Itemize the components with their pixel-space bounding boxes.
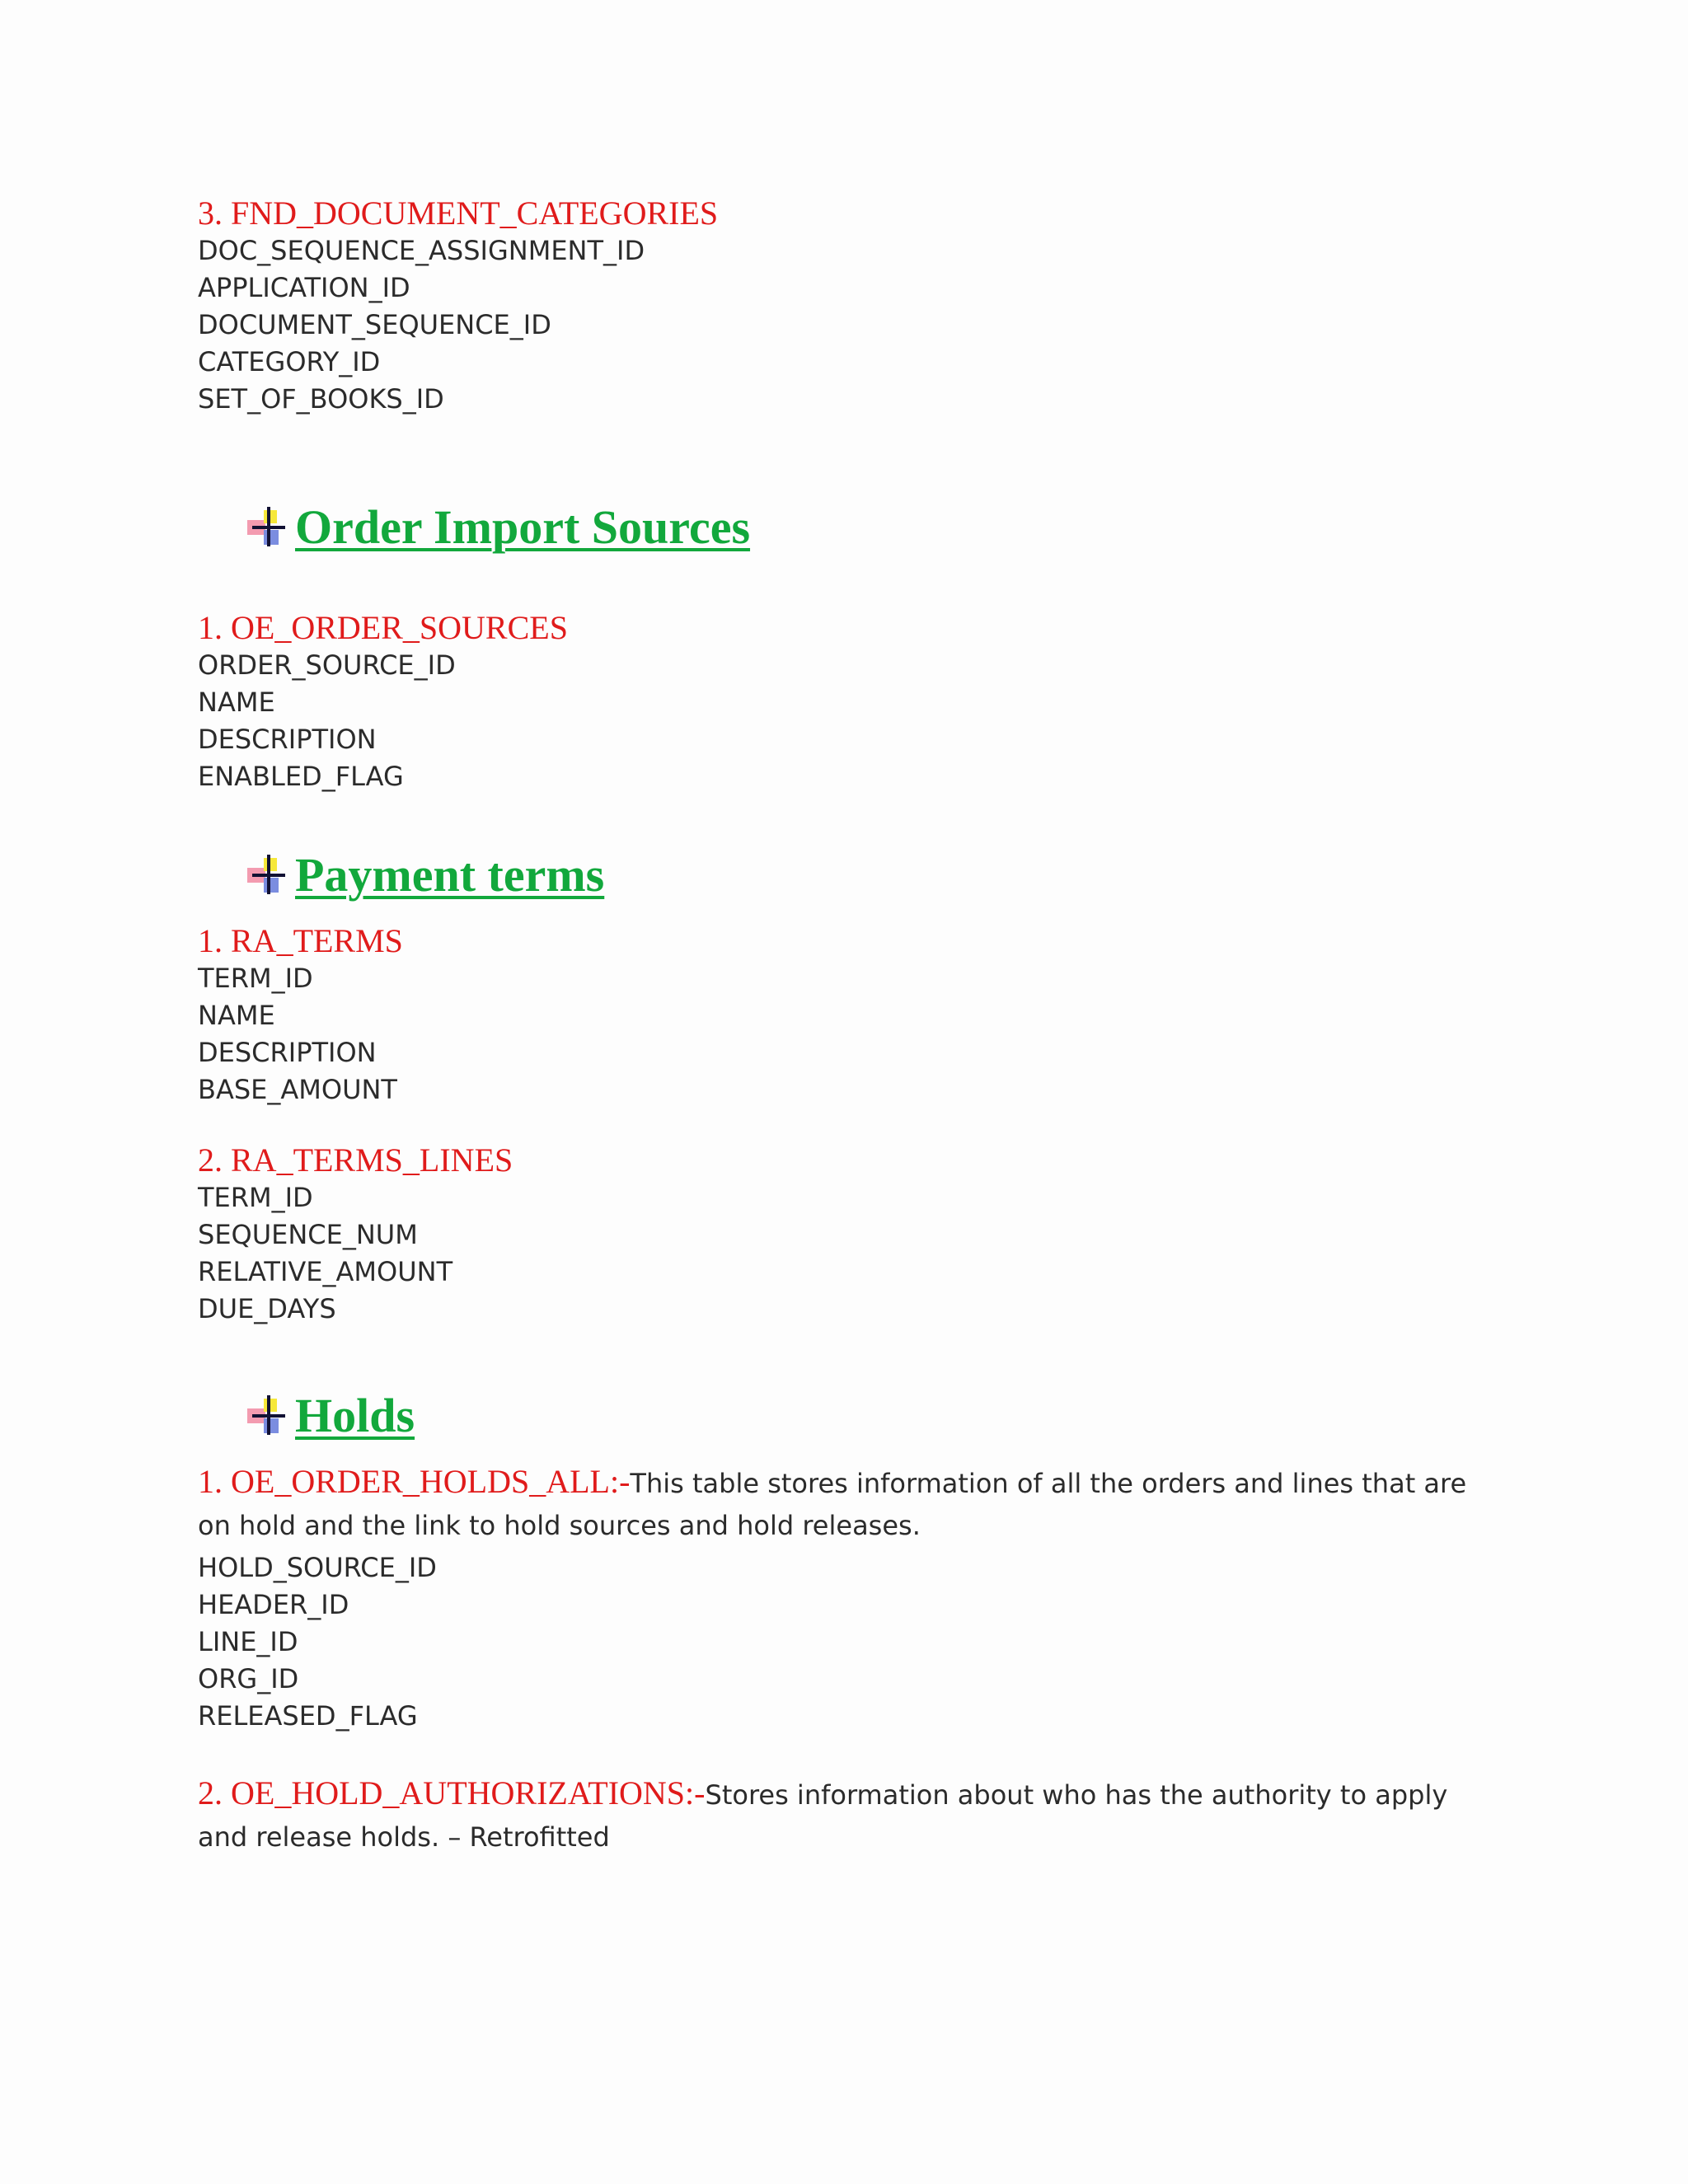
- section-heading-text: Payment terms: [295, 848, 605, 902]
- table-block-oe-order-holds-all: [198, 1463, 1484, 1735]
- field-name: APPLICATION_ID: [198, 272, 410, 303]
- table-block-fnd-document-categories: [198, 194, 1484, 418]
- section-heading-text: Holds: [295, 1389, 415, 1442]
- section-heading-payment-terms: [246, 846, 1484, 904]
- cross-bullet-icon: [246, 853, 290, 898]
- page-content: [198, 194, 1484, 1861]
- field-name: NAME: [198, 687, 275, 718]
- table-block-oe-hold-authorizations: [198, 1774, 1484, 1861]
- table-title: 1. OE_ORDER_HOLDS_ALL:-: [198, 1463, 631, 1500]
- section-heading-order-import-sources: [246, 499, 1484, 556]
- table-title: 2. OE_HOLD_AUTHORIZATIONS:-: [198, 1774, 706, 1811]
- cross-bullet-icon: [246, 1394, 290, 1438]
- field-name: TERM_ID: [198, 1182, 313, 1213]
- field-name: NAME: [198, 1000, 275, 1031]
- section-heading-holds: [246, 1387, 1484, 1445]
- table-description: This table stores information of all the orders and lines that are on hold and the link to hold sources and hold releases.: [198, 1468, 1467, 1541]
- field-name: SET_OF_BOOKS_ID: [198, 383, 444, 415]
- table-description-paragraph: [198, 1463, 1484, 1549]
- table-block-oe-order-sources: [198, 609, 1484, 795]
- field-name: DESCRIPTION: [198, 724, 377, 755]
- field-name: ORG_ID: [198, 1663, 299, 1694]
- table-description-paragraph: [198, 1774, 1484, 1861]
- field-name: RELATIVE_AMOUNT: [198, 1256, 453, 1287]
- field-name: SEQUENCE_NUM: [198, 1219, 418, 1250]
- table-block-ra-terms: [198, 922, 1484, 1108]
- field-name: HOLD_SOURCE_ID: [198, 1552, 437, 1583]
- cross-bullet-icon: [246, 505, 290, 550]
- field-name: RELEASED_FLAG: [198, 1700, 418, 1732]
- table-title: 3. FND_DOCUMENT_CATEGORIES: [198, 194, 719, 232]
- field-name: HEADER_ID: [198, 1589, 349, 1620]
- table-description: Stores information about who has the authority to apply and release holds. – Retrofitted: [198, 1779, 1448, 1853]
- table-block-ra-terms-lines: [198, 1141, 1484, 1328]
- field-name: DOC_SEQUENCE_ASSIGNMENT_ID: [198, 235, 645, 266]
- field-name: ENABLED_FLAG: [198, 761, 404, 792]
- section-heading-text: Order Import Sources: [295, 500, 751, 554]
- field-name: CATEGORY_ID: [198, 346, 381, 377]
- field-name: DUE_DAYS: [198, 1293, 336, 1324]
- field-name: LINE_ID: [198, 1626, 298, 1657]
- table-title: 1. RA_TERMS: [198, 922, 403, 959]
- field-name: DESCRIPTION: [198, 1037, 377, 1068]
- field-name: DOCUMENT_SEQUENCE_ID: [198, 309, 551, 340]
- table-title: 2. RA_TERMS_LINES: [198, 1141, 513, 1179]
- field-name: TERM_ID: [198, 963, 313, 994]
- field-name: BASE_AMOUNT: [198, 1074, 397, 1105]
- table-title: 1. OE_ORDER_SOURCES: [198, 609, 568, 646]
- field-name: ORDER_SOURCE_ID: [198, 649, 456, 681]
